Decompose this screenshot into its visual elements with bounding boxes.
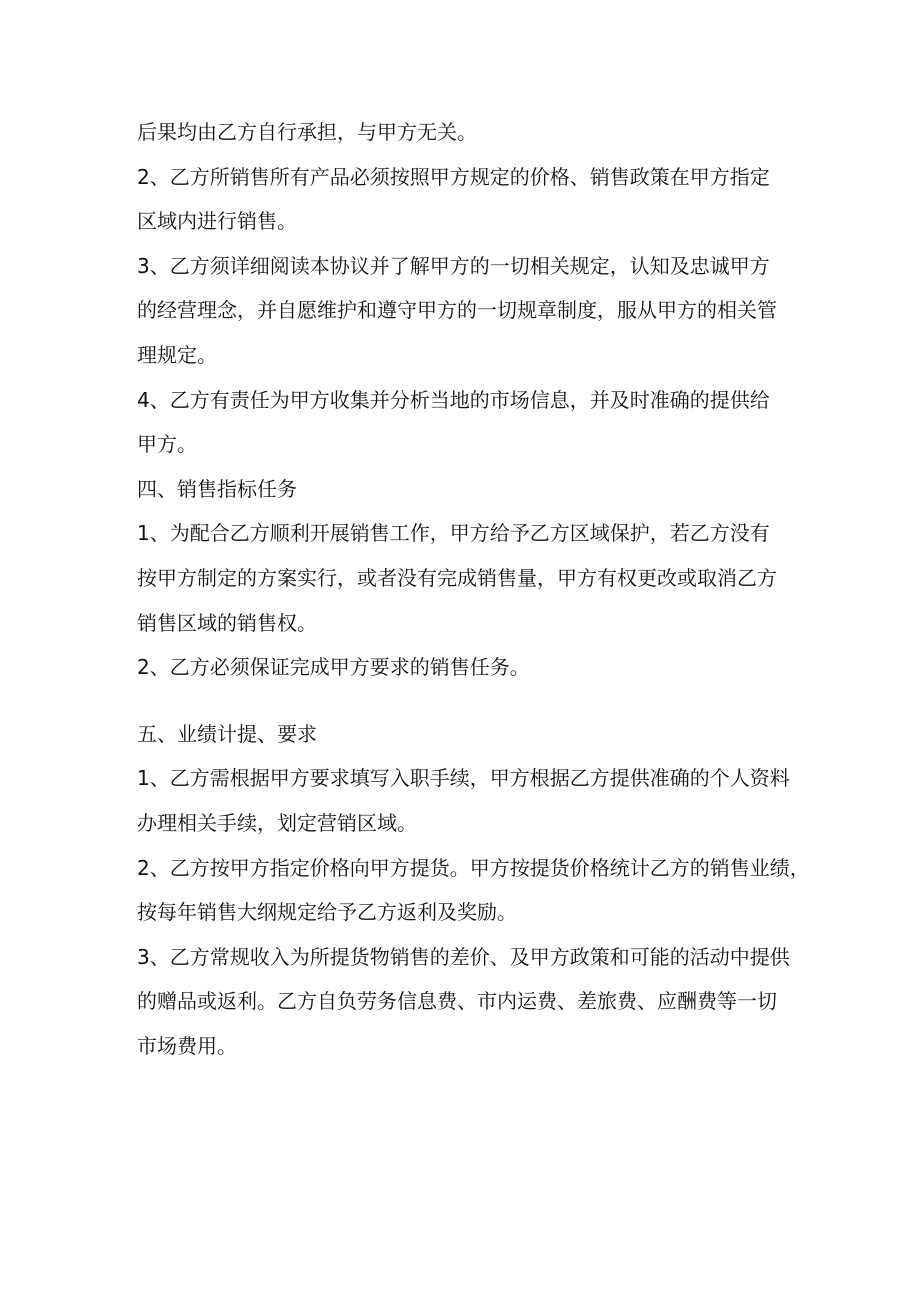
text-line: 区域内进行销售。 [137, 209, 297, 234]
paragraph-continuation [137, 110, 797, 155]
text-line: 2、乙方所销售所有产品必须按照甲方规定的价格、销售政策在甲方指定 [137, 164, 770, 189]
text-line: 2、乙方按甲方指定价格向甲方提货。甲方按提货价格统计乙方的销售业绩， [137, 855, 810, 880]
text-line: 办理相关手续，划定营销区域。 [137, 810, 417, 835]
document-body [137, 110, 810, 1068]
clause-3-3 [137, 244, 797, 378]
clause-3-2 [137, 155, 797, 244]
section-heading: 四、销售指标任务 [137, 476, 297, 501]
text-line: 4、乙方有责任为甲方收集并分析当地的市场信息，并及时准确的提供给 [137, 387, 770, 412]
text-line: 销售区域的销售权。 [137, 610, 317, 635]
text-line: 按甲方制定的方案实行，或者没有完成销售量，甲方有权更改或取消乙方 [137, 565, 777, 590]
text-line: 按每年销售大纲规定给予乙方返利及奖励。 [137, 900, 517, 925]
text-line: 后果均由乙方自行承担，与甲方无关。 [137, 120, 477, 144]
clause-5-1 [137, 756, 797, 845]
section-gap [137, 690, 797, 712]
text-line: 1、乙方需根据甲方要求填写入职手续，甲方根据乙方提供准确的个人资料 [137, 766, 790, 791]
text-line: 3、乙方须详细阅读本协议并了解甲方的一切相关规定，认知及忠诚甲方 [137, 253, 770, 278]
text-line: 的赠品或返利。乙方自负劳务信息费、市内运费、差旅费、应酬费等一切 [137, 989, 777, 1014]
text-line: 3、乙方常规收入为所提货物销售的差价、及甲方政策和可能的活动中提供 [137, 944, 790, 969]
clause-3-4 [137, 378, 797, 467]
text-line: 1、为配合乙方顺利开展销售工作，甲方给予乙方区域保护，若乙方没有 [137, 521, 770, 546]
text-line: 市场费用。 [137, 1033, 237, 1058]
text-line: 的经营理念，并自愿维护和遵守甲方的一切规章制度，服从甲方的相关管 [137, 298, 777, 323]
text-line: 甲方。 [137, 432, 197, 457]
section-heading: 五、业绩计提、要求 [137, 721, 317, 746]
clause-4-1 [137, 511, 797, 645]
clause-5-2 [137, 846, 810, 935]
section-5-heading [137, 712, 797, 757]
text-line: 2、乙方必须保证完成甲方要求的销售任务。 [137, 655, 530, 680]
text-line: 理规定。 [137, 342, 217, 367]
clause-4-2 [137, 645, 797, 690]
section-4-heading [137, 467, 797, 512]
clause-5-3 [137, 935, 797, 1069]
